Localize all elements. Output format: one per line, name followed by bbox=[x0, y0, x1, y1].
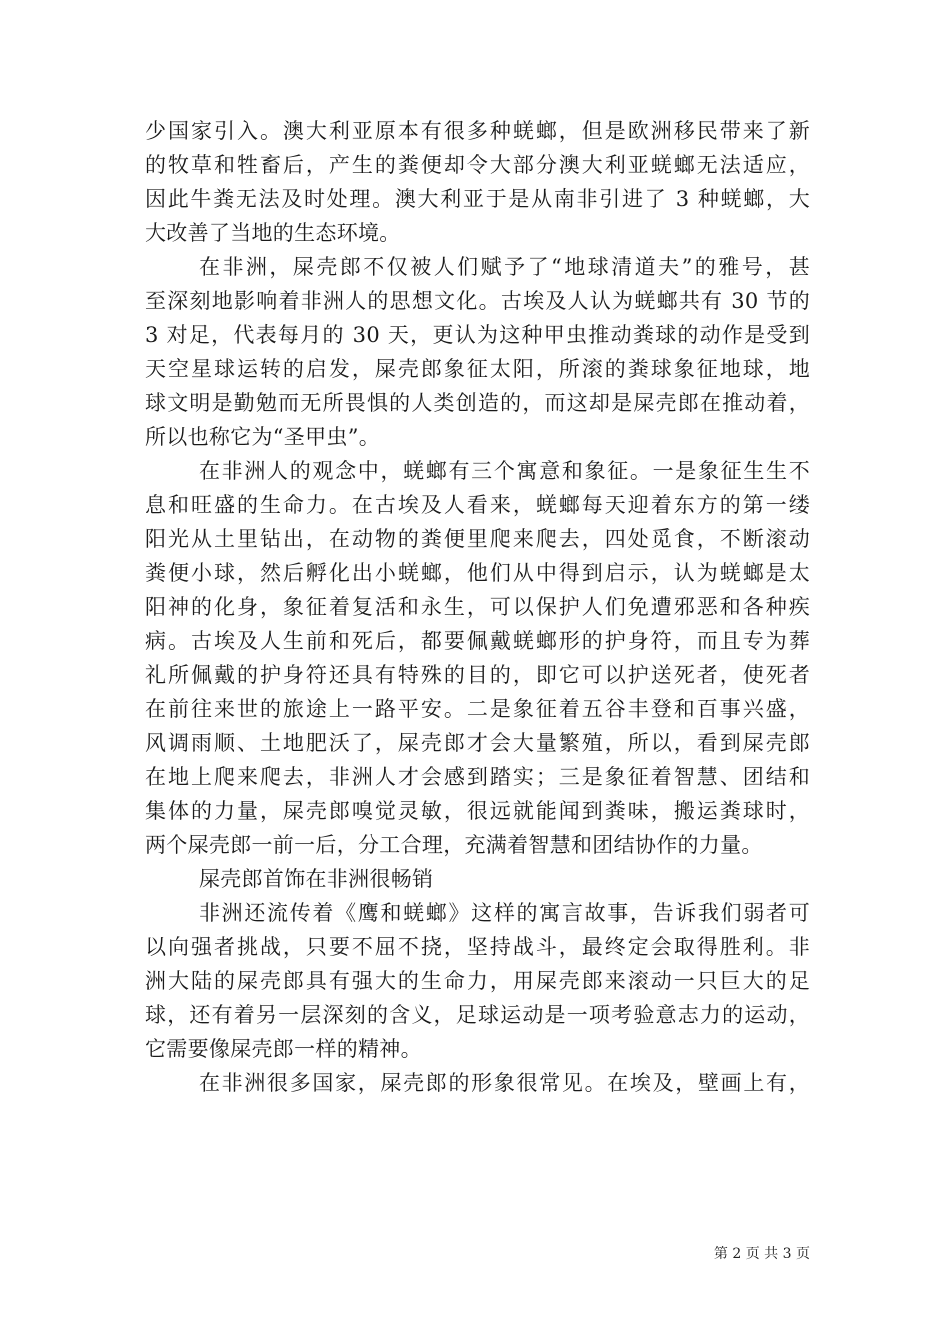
document-body bbox=[145, 114, 810, 1100]
text-line: 的牧草和牲畜后，产生的粪便却令大部分澳大利亚蜣螂无法适应， bbox=[145, 153, 810, 177]
text-line: 风调雨顺、土地肥沃了，屎壳郎才会大量繁殖，所以，看到屎壳郎 bbox=[145, 731, 810, 755]
text-line: 所以也称它为“圣甲虫”。 bbox=[145, 425, 381, 449]
text-line: 洲大陆的屎壳郎具有强大的生命力，用屎壳郎来滚动一只巨大的足 bbox=[145, 969, 810, 993]
text-line: 它需要像屎壳郎一样的精神。 bbox=[145, 1037, 422, 1061]
paragraph-first-line: 非洲还流传着《鹰和蜣螂》这样的寓言故事，告诉我们弱者可 bbox=[199, 901, 810, 925]
text-line: 大改善了当地的生态环境。 bbox=[145, 221, 401, 245]
section-subheading: 屎壳郎首饰在非洲很畅销 bbox=[199, 867, 434, 891]
text-line: 集体的力量，屎壳郎嗅觉灵敏，很远就能闻到粪味，搬运粪球时， bbox=[145, 799, 810, 823]
text-line: 两个屎壳郎一前一后，分工合理，充满着智慧和团结协作的力量。 bbox=[145, 833, 763, 857]
text-line: 病。古埃及人生前和死后，都要佩戴蜣螂形的护身符，而且专为葬 bbox=[145, 629, 810, 653]
text-line: 息和旺盛的生命力。在古埃及人看来，蜣螂每天迎着东方的第一缕 bbox=[145, 493, 810, 517]
text-line: 礼所佩戴的护身符还具有特殊的目的，即它可以护送死者，使死者 bbox=[145, 663, 810, 687]
text-line: 粪便小球，然后孵化出小蜣螂，他们从中得到启示，认为蜣螂是太 bbox=[145, 561, 810, 585]
paragraph-first-line: 在非洲人的观念中，蜣螂有三个寓意和象征。一是象征生生不 bbox=[199, 459, 810, 483]
text-line: 3 对足，代表每月的 30 天，更认为这种甲虫推动粪球的动作是受到 bbox=[145, 323, 810, 347]
text-line: 至深刻地影响着非洲人的思想文化。古埃及人认为蜣螂共有 30 节的 bbox=[145, 289, 810, 313]
text-line: 在前往来世的旅途上一路平安。二是象征着五谷丰登和百事兴盛， bbox=[145, 697, 810, 721]
text-line: 因此牛粪无法及时处理。澳大利亚于是从南非引进了 3 种蜣螂，大 bbox=[145, 187, 810, 211]
text-line: 球，还有着另一层深刻的含义，足球运动是一项考验意志力的运动， bbox=[145, 1003, 810, 1027]
paragraph-first-line: 在非洲，屎壳郎不仅被人们赋予了“地球清道夫”的雅号，甚 bbox=[199, 255, 810, 279]
paragraph-first-line: 在非洲很多国家，屎壳郎的形象很常见。在埃及，壁画上有， bbox=[199, 1071, 810, 1095]
page-number-footer: 第 2 页 共 3 页 bbox=[713, 1246, 810, 1262]
text-line: 阳神的化身，象征着复活和永生，可以保护人们免遭邪恶和各种疾 bbox=[145, 595, 810, 619]
text-line: 天空星球运转的启发，屎壳郎象征太阳，所滚的粪球象征地球，地 bbox=[145, 357, 810, 381]
text-line: 在地上爬来爬去，非洲人才会感到踏实；三是象征着智慧、团结和 bbox=[145, 765, 810, 789]
text-line: 以向强者挑战，只要不屈不挠，坚持战斗，最终定会取得胜利。非 bbox=[145, 935, 810, 959]
text-line: 阳光从土里钻出，在动物的粪便里爬来爬去，四处觅食，不断滚动 bbox=[145, 527, 810, 551]
text-line: 球文明是勤勉而无所畏惧的人类创造的，而这却是屎壳郎在推动着， bbox=[145, 391, 810, 415]
text-line: 少国家引入。澳大利亚原本有很多种蜣螂，但是欧洲移民带来了新 bbox=[145, 119, 810, 143]
